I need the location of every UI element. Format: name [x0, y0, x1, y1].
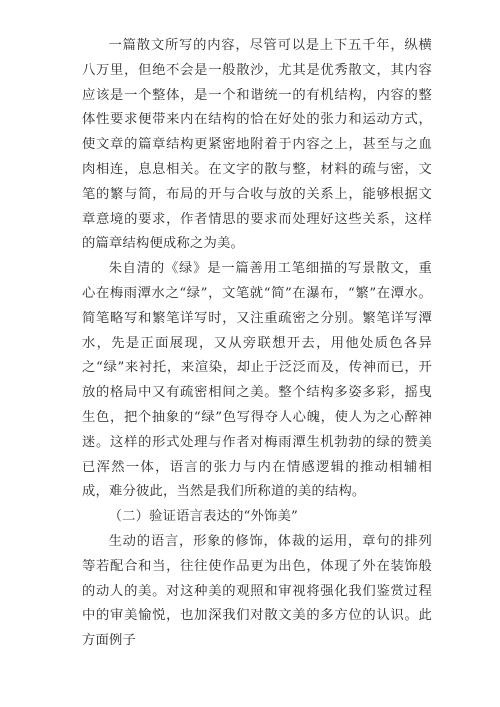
- document-page: [82, 34, 432, 654]
- paragraph-structure-beauty: 一篇散文所写的内容，尽管可以是上下五千年，纵横八万里，但绝不会是一般散沙，尤其是优秀散文，其内容应该是一个整体，是一个和谐统一的有机结构，内容的整体性要求便带来内在结构的恰在好处的张力和运动方式，使文章的篇章结构更紧密地附着于内容之上，甚至与之血肉相连，息息相关。在文字的散与整，材料的疏与密，文笔的繁与简，布局的开与合收与放的关系上，能够根据文章意境的要求，作者情思的要求而处理好这些关系，这样的篇章结构便成称之为美。: [82, 38, 432, 252]
- paragraph-language-beauty: 生动的语言，形象的修饰，体裁的运用，章句的排列等若配合和当，往往使作品更为出色，体现了外在装饰般的动人的美。对这种美的观照和审视将强化我们鉴赏过程中的审美愉悦，也加深我们对散文美的多方位的认识。此方面例子: [82, 533, 432, 649]
- section-heading-outer-beauty: （二）验证语言表达的“外饰美”: [108, 509, 299, 525]
- paragraph-green-example: 朱自清的《绿》是一篇善用工笔细描的写景散文，重心在梅雨潭水之“绿”，文笔就“简”在瀑布，“繁”在潭水。简笔略写和繁笔详写时，又注重疏密之分别。繁笔详写潭水，先是正面展现，又从旁联想开去，用他处质色各异之“绿”来衬托，来渲染，却止于泛泛而及，传神而已，开放的格局中又有疏密相间之美。整个结构多姿多彩，摇曳生色，把个抽象的“绿”色写得夺人心魄，使人为之心醉神迷。这样的形式处理与作者对梅雨潭生机勃勃的绿的赞美已浑然一体，语言的张力与内在情感逻辑的推动相辅相成，难分彼此，当然是我们所称道的美的结构。: [82, 261, 432, 500]
